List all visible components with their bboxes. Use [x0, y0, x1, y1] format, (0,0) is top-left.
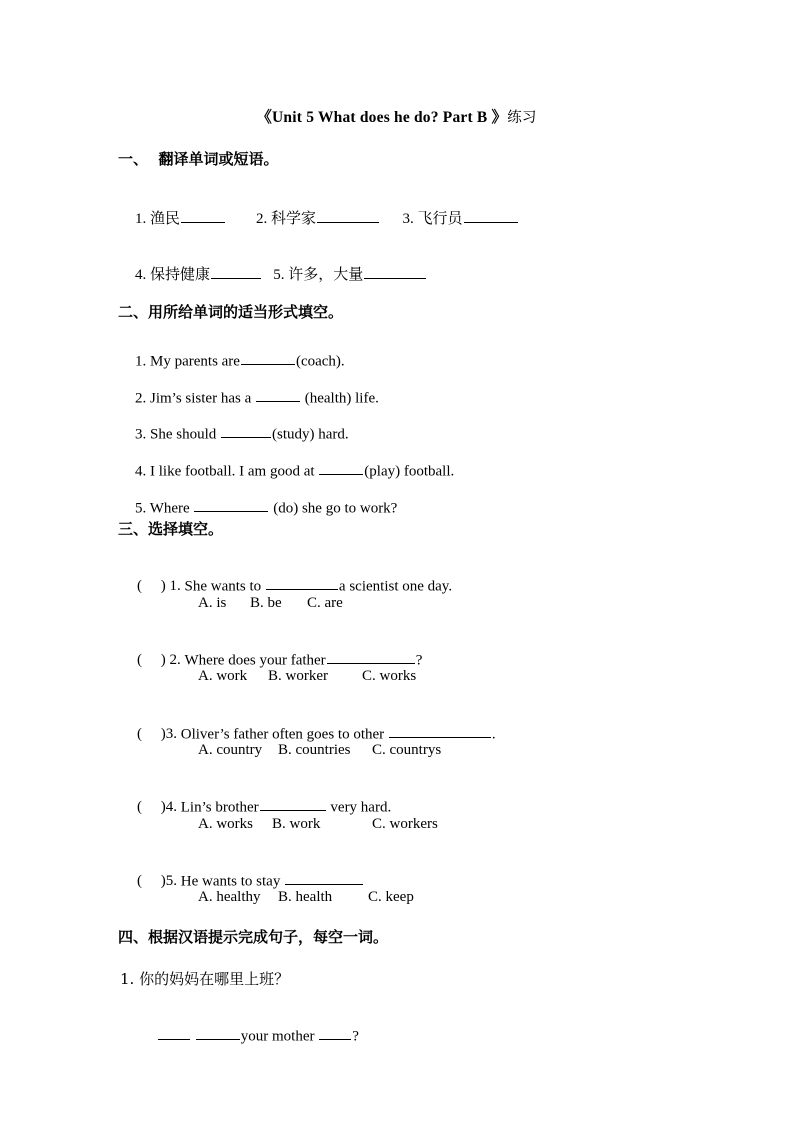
s2-q5-blank[interactable]: [194, 497, 268, 512]
s3-q1-blank[interactable]: [266, 575, 338, 590]
s3-q5-option-c[interactable]: C. keep: [368, 889, 414, 905]
s2-q3-blank[interactable]: [221, 423, 271, 438]
s3-q1-answer-paren[interactable]: ( ) 1.: [137, 578, 185, 595]
s3-q4-option-b[interactable]: B. work: [272, 816, 321, 832]
s3-q3-option-c[interactable]: C. countrys: [372, 742, 442, 758]
page-title-chinese: 练习: [507, 110, 537, 126]
s3-q3-prefix: Oliver’s father often goes to other: [180, 726, 388, 743]
s2-q3-prefix: 3. She should: [135, 426, 221, 443]
s3-q5-blank[interactable]: [285, 870, 363, 885]
section1-row-1: [120, 190, 519, 245]
s4-q1-blank-1[interactable]: [158, 1025, 190, 1040]
s4-q1-blank-3[interactable]: [319, 1025, 351, 1040]
s3-q5-option-a[interactable]: A. healthy: [198, 889, 261, 905]
section3-question-1: [122, 558, 452, 612]
s1-item-2-num: 2.: [256, 211, 268, 227]
s3-q3-answer-paren[interactable]: ( )3.: [137, 726, 181, 743]
s2-q1-prefix: 1. My parents are: [135, 353, 240, 370]
s3-q5-option-b[interactable]: B. health: [278, 889, 333, 905]
s3-q3-blank[interactable]: [389, 723, 491, 738]
s3-q1-option-b[interactable]: B. be: [250, 595, 282, 611]
s3-q3-option-a[interactable]: A. country: [198, 742, 263, 758]
s2-q5-prefix: 5. Where: [135, 500, 194, 517]
s3-q2-suffix: ?: [415, 652, 423, 669]
s1-item-3-num: 3.: [402, 211, 414, 227]
s3-q2-prefix: Where does your father: [184, 652, 326, 669]
s2-q4-prefix: 4. I like football. I am good at: [135, 463, 319, 480]
s2-q2-blank[interactable]: [256, 387, 300, 402]
section4-question-1-chinese: 1. 你的妈妈在哪里上班？: [120, 970, 290, 988]
s2-q1-blank[interactable]: [241, 350, 295, 365]
section-heading-3: 三、选择填空。: [118, 520, 224, 538]
s1-item-2-text: 科学家: [271, 209, 317, 227]
s2-q4-suffix: (play) football.: [364, 463, 455, 480]
s2-q1-suffix: (coach).: [295, 353, 345, 370]
s3-q4-option-c[interactable]: C. workers: [372, 816, 438, 832]
s1-item-4-num: 4.: [135, 267, 147, 283]
s3-q4-blank[interactable]: [260, 796, 326, 811]
s1-item-5-num: 5.: [273, 267, 285, 283]
section-heading-1: 一、 翻译单词或短语。: [118, 150, 279, 168]
s1-item-1-text: 渔民: [150, 209, 181, 227]
s1-item-3-blank[interactable]: [464, 208, 518, 223]
s4-q1-middle: your mother: [240, 1028, 319, 1045]
s3-q3-option-b[interactable]: B. countries: [278, 742, 351, 758]
s3-q2-option-a[interactable]: A. work: [198, 668, 248, 684]
s3-q1-suffix: a scientist one day.: [338, 578, 453, 595]
section1-row-2: [120, 246, 427, 301]
page-title-english: 《Unit 5 What does he do? Part B 》: [256, 109, 508, 126]
s3-q1-option-a[interactable]: A. is: [198, 595, 227, 611]
s3-q2-option-c[interactable]: C. works: [362, 668, 417, 684]
s4-q1-suffix: ?: [352, 1028, 359, 1045]
s3-q1-prefix: She wants to: [184, 578, 265, 595]
s3-q2-answer-paren[interactable]: ( ) 2.: [137, 652, 185, 669]
s3-q5-prefix: He wants to stay: [180, 873, 285, 890]
s3-q5-answer-paren[interactable]: ( )5.: [137, 873, 181, 890]
s3-q4-suffix: very hard.: [326, 799, 392, 816]
s1-item-1-num: 1.: [135, 211, 147, 227]
s3-q4-answer-paren[interactable]: ( )4.: [137, 799, 181, 816]
s4-q1-blank-2[interactable]: [196, 1025, 240, 1040]
s1-item-4-text: 保持健康: [150, 265, 211, 283]
section4-question-1-answer: [142, 1008, 359, 1062]
s3-q2-option-b[interactable]: B. worker: [268, 668, 328, 684]
s2-q4-blank[interactable]: [319, 460, 363, 475]
s1-item-5-blank[interactable]: [364, 264, 426, 279]
s3-q2-blank[interactable]: [327, 649, 415, 664]
s3-q4-option-a[interactable]: A. works: [198, 816, 253, 832]
s1-item-1-blank[interactable]: [181, 208, 225, 223]
s3-q4-prefix: Lin’s brother: [180, 799, 259, 816]
s1-item-2-blank[interactable]: [317, 208, 379, 223]
section-heading-2: 二、用所给单词的适当形式填空。: [118, 303, 344, 321]
s2-q2-prefix: 2. Jim’s sister has a: [135, 390, 255, 407]
s3-q3-suffix: .: [491, 726, 496, 743]
page-title: [0, 105, 793, 127]
s2-q3-suffix: (study) hard.: [272, 426, 349, 443]
section3-question-4: [122, 779, 391, 833]
s2-q2-suffix: (health) life.: [301, 390, 379, 407]
s1-item-4-blank[interactable]: [211, 264, 261, 279]
s1-item-3-text: 飞行员: [417, 209, 463, 227]
s3-q1-option-c[interactable]: C. are: [307, 595, 343, 611]
section-heading-4: 四、根据汉语提示完成句子，每空一词。: [118, 928, 389, 946]
s2-q5-suffix: (do) she go to work?: [269, 500, 398, 517]
s1-item-5-text: 许多，大量: [288, 265, 364, 283]
